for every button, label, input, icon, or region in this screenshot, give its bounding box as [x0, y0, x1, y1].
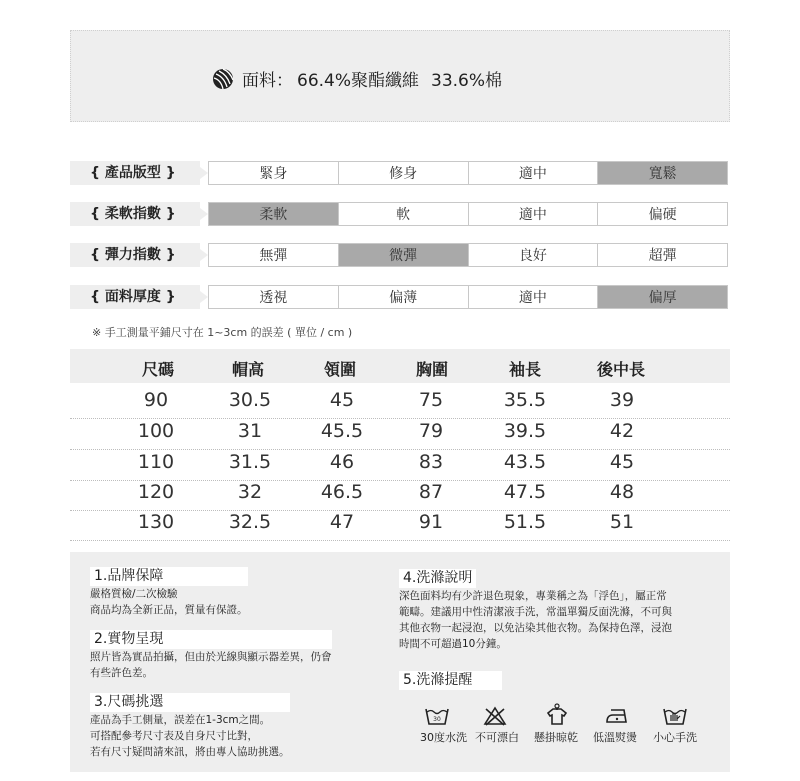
section-text: 深色面料均有少許退色現象，專業稱之為「浮色」，屬正常	[399, 590, 667, 602]
table-cell: 45	[609, 451, 635, 473]
rating-option: 緊身	[208, 161, 339, 185]
section-title: 2.實物呈現	[90, 630, 332, 649]
measure-note: ※ 手工測量平鋪尺寸在 1~3cm 的誤差 ( 單位 / cm )	[92, 326, 353, 339]
section-text: 時間不可超過10分鐘。	[399, 638, 507, 650]
table-cell: 31	[237, 420, 263, 442]
table-cell: 32.5	[228, 511, 272, 533]
table-cell: 45.5	[320, 420, 364, 442]
rating-option: 軟	[339, 202, 469, 226]
row-divider	[70, 418, 730, 419]
rating-row-thickness	[70, 285, 728, 309]
rating-option: 修身	[339, 161, 469, 185]
table-cell: 32	[237, 481, 263, 503]
table-cell: 43.5	[503, 451, 547, 473]
rating-option: 良好	[469, 243, 599, 267]
rating-option-selected: 偏厚	[598, 285, 728, 309]
table-cell: 39	[609, 389, 635, 411]
rating-option: 適中	[469, 161, 599, 185]
row-divider	[70, 540, 730, 541]
table-cell: 91	[418, 511, 444, 533]
rating-label: { 面料厚度 }	[70, 285, 200, 309]
row-divider	[70, 449, 730, 450]
yarn-ball-icon	[212, 68, 234, 90]
low-iron-icon	[604, 705, 630, 727]
rating-label: { 彈力指數 }	[70, 243, 200, 267]
fabric-composition-1: 66.4%聚酯纖維	[297, 71, 420, 91]
table-cell: 45	[329, 389, 355, 411]
care-label: 低溫熨燙	[593, 731, 637, 744]
table-header-cell: 尺碼	[141, 360, 174, 379]
table-cell: 110	[137, 451, 175, 473]
rating-option: 透視	[208, 285, 339, 309]
rating-option-selected: 微彈	[339, 243, 469, 267]
section-title: 1.品牌保障	[90, 567, 248, 586]
care-label: 30度水洗	[420, 731, 467, 744]
section-text: 商品均為全新正品，質量有保證。	[90, 604, 248, 616]
table-cell: 87	[418, 481, 444, 503]
table-cell: 30.5	[228, 389, 272, 411]
wash-section	[399, 567, 672, 652]
care-label: 不可漂白	[475, 731, 519, 744]
table-header-cell: 胸圍	[415, 360, 448, 379]
table-cell: 130	[137, 511, 175, 533]
section-text: 其他衣物一起浸泡，以免沾染其他衣物。為保持色澤，浸泡	[399, 622, 672, 634]
rating-row-fit	[70, 161, 728, 185]
table-cell: 47	[329, 511, 355, 533]
section-text: 有些許色差。	[90, 667, 153, 679]
table-cell: 51.5	[503, 511, 547, 533]
hand-wash-icon	[662, 705, 688, 727]
table-cell: 42	[609, 420, 635, 442]
table-cell: 35.5	[503, 389, 547, 411]
rating-option: 適中	[469, 285, 599, 309]
wash-30-icon	[424, 705, 450, 727]
rating-label: { 產品版型 }	[70, 161, 200, 185]
section-title: 3.尺碼挑選	[90, 693, 290, 712]
table-cell: 120	[137, 481, 175, 503]
no-bleach-icon	[482, 705, 508, 727]
fabric-composition	[212, 66, 502, 91]
size-select-section	[90, 693, 290, 760]
brand-section	[90, 567, 248, 618]
table-cell: 75	[418, 389, 444, 411]
table-cell: 46.5	[320, 481, 364, 503]
section-text: 嚴格質檢/二次檢驗	[90, 588, 178, 600]
fabric-label: 面料：	[242, 71, 293, 91]
rating-option-selected: 寬鬆	[598, 161, 728, 185]
table-cell: 100	[137, 420, 175, 442]
rating-row-softness	[70, 202, 728, 226]
section-text: 照片皆為實品拍攝，但由於光線與顯示器差異，仍會	[90, 651, 332, 663]
rating-row-elasticity	[70, 243, 728, 267]
section-text: 產品為手工側量，誤差在1-3cm之間。	[90, 714, 271, 726]
table-cell: 83	[418, 451, 444, 473]
table-cell: 39.5	[503, 420, 547, 442]
section-text: 可搭配參考尺寸表及自身尺寸比對，	[90, 730, 258, 742]
real-photo-section	[90, 630, 332, 681]
rating-option: 超彈	[598, 243, 728, 267]
table-cell: 79	[418, 420, 444, 442]
table-header-cell: 領圍	[323, 360, 356, 379]
table-cell: 47.5	[503, 481, 547, 503]
table-header-cell: 帽高	[231, 360, 264, 379]
section-title: 5.洗滌提醒	[399, 671, 502, 690]
rating-option: 適中	[469, 202, 599, 226]
table-cell: 46	[329, 451, 355, 473]
rating-option: 偏硬	[598, 202, 728, 226]
table-cell: 48	[609, 481, 635, 503]
hang-dry-icon	[544, 703, 570, 725]
rating-option: 偏薄	[339, 285, 469, 309]
table-header-cell: 後中長	[596, 360, 645, 379]
table-cell: 31.5	[228, 451, 272, 473]
care-label: 懸掛晾乾	[534, 731, 578, 744]
rating-option-selected: 柔軟	[208, 202, 339, 226]
section-title: 4.洗滌說明	[399, 569, 476, 588]
table-cell: 51	[609, 511, 635, 533]
fabric-composition-2: 33.6%棉	[431, 71, 503, 91]
wash-temp: 30	[433, 716, 441, 723]
section-text: 若有尺寸疑問請來訊，將由專人協助挑選。	[90, 746, 290, 758]
care-label: 小心手洗	[653, 731, 697, 744]
table-header-cell: 袖長	[508, 360, 541, 379]
section-text: 範疇。建議用中性清潔液手洗，常溫單獨反面洗滌，不可與	[399, 606, 672, 618]
rating-option: 無彈	[208, 243, 339, 267]
table-cell: 90	[143, 389, 169, 411]
care-section	[399, 669, 502, 690]
rating-label: { 柔軟指數 }	[70, 202, 200, 226]
